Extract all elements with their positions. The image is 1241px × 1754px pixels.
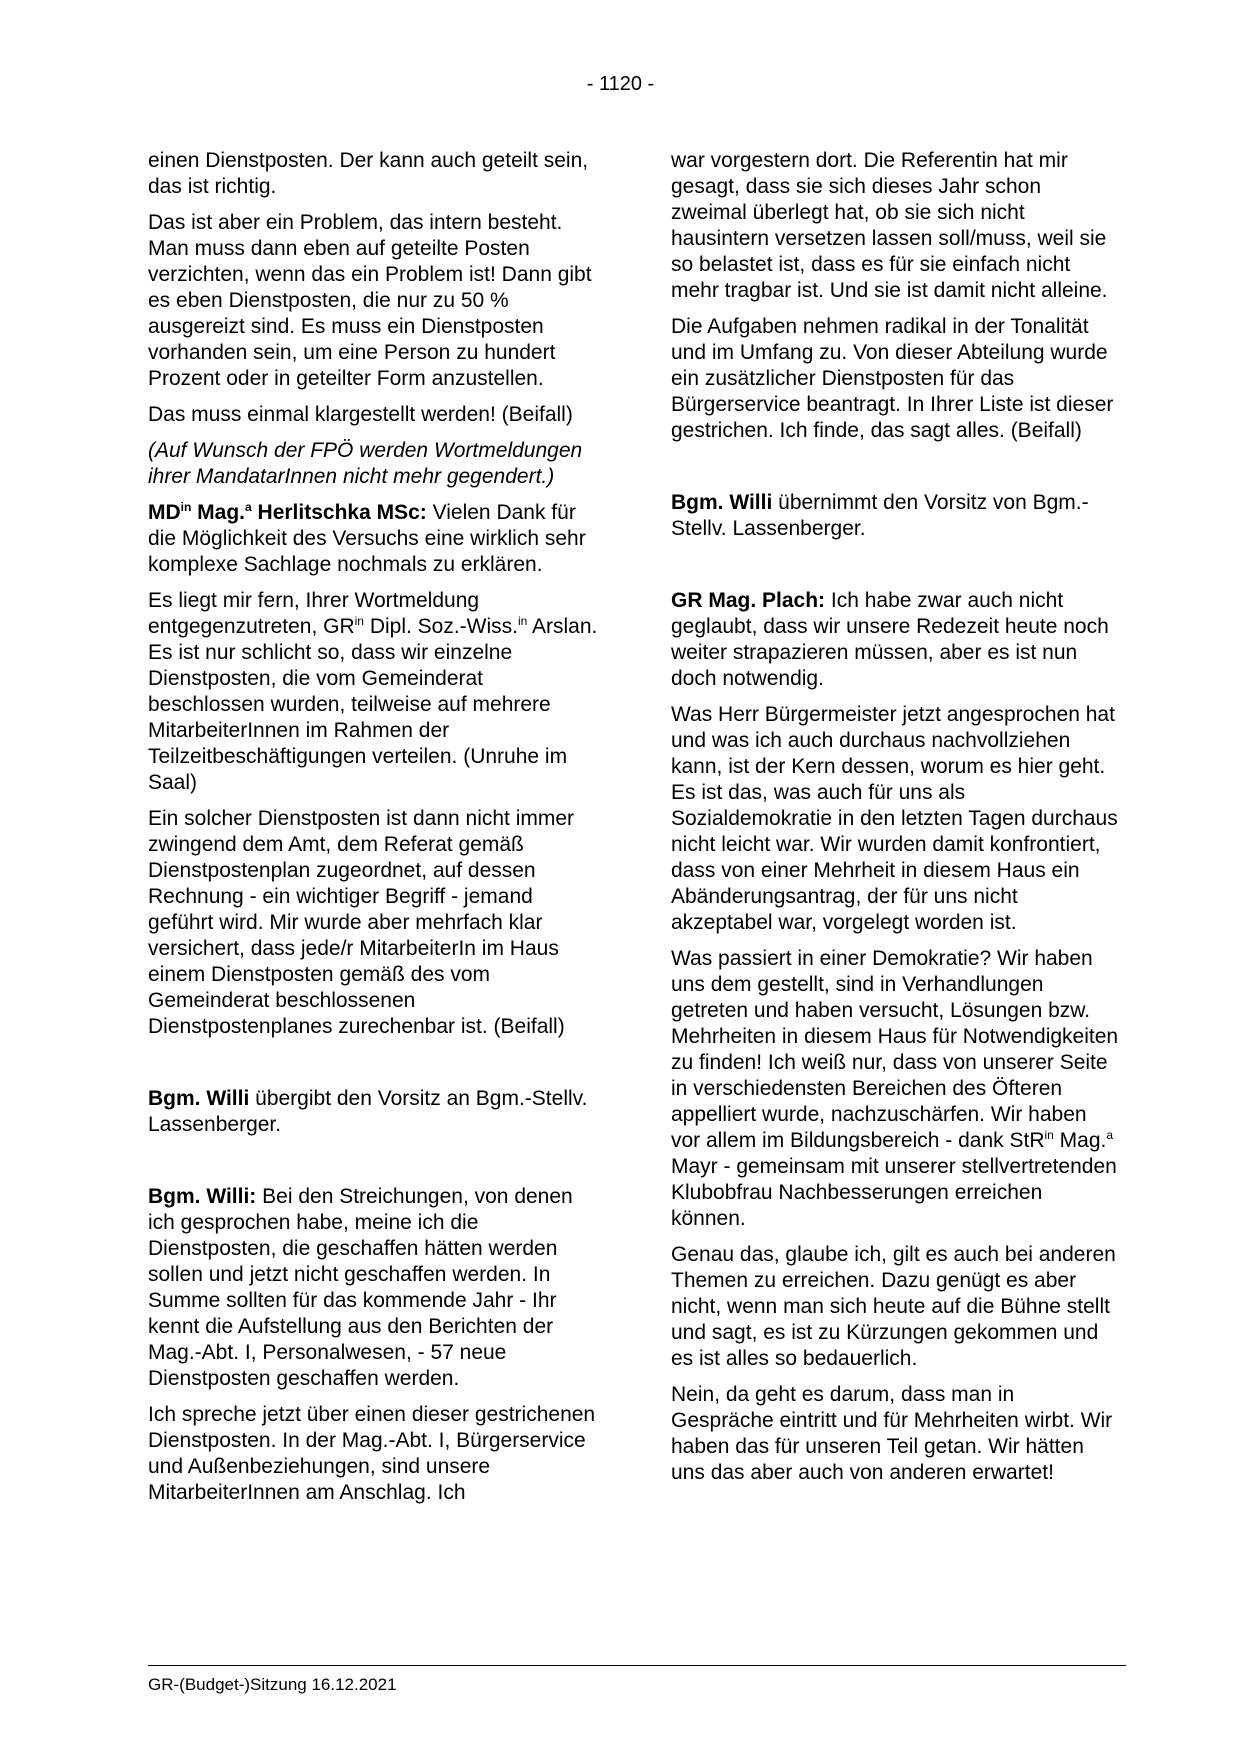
speaker-name: Bgm. Willi	[148, 1087, 250, 1110]
paragraph: Ein solcher Dienstposten ist dann nicht immer zwingend dem Amt, dem Referat gemäß Dienstpostenplan zugeordnet, auf dessen Rechnung - ein wichtiger Begriff - jemand geführt wird. Mir wurde aber mehrfach klar versichert, dass jede/r MitarbeiterIn im Haus einem Dienstposten gemäß des vom Gemeinderat beschlossenen Dienstpostenplanes zurechenbar ist. (Beifall)	[148, 807, 575, 1038]
speaker-name: Bgm. Willi	[671, 491, 773, 514]
footer-divider	[148, 1665, 1126, 1666]
speaker-name: $MD^{in}$ Mag.$^a$ Herlitschka MSc:	[148, 500, 427, 524]
paragraph: war vorgestern dort. Die Referentin hat mir gesagt, dass sie sich dieses Jahr schon zweimal überlegt hat, ob sie sich nicht hausintern versetzen lassen soll/muss, weil sie so belastet ist, dass es für sie einfach nicht mehr tragbar ist. Und sie ist damit nicht alleine.	[671, 149, 1108, 302]
speech-text: Vielen Dank für die Möglichkeit des Versuchs eine wirklich sehr komplexe Sachlage nochmals zu erklären.	[148, 501, 586, 576]
paragraph: Es liegt mir fern, Ihrer Wortmeldung entgegenzutreten, $GR^{in}$ Dipl. Soz.-Wiss.$^{in}$ Arslan. Es ist nur schlicht so, dass wir einzelne Dienstposten, die vom Gemeinderat beschlossen wurden, teilweise auf mehrere MitarbeiterInnen im Rahmen der Teilzeitbeschäftigungen verteilen. (Unruhe im Saal)	[148, 589, 598, 794]
editorial-note-text: (Auf Wunsch der FPÖ werden Wortmeldungen ihrer MandatarInnen nicht mehr gegendert.)	[148, 439, 583, 488]
footer-session-label: GR-(Budget-)Sitzung 16.12.2021	[148, 1675, 397, 1694]
chair-change-note: Bgm. Willi übergibt den Vorsitz an Bgm.-Stellv. Lassenberger.	[148, 1087, 588, 1136]
speech-text: Ich habe zwar auch nicht geglaubt, dass wir unsere Redezeit heute noch weiter strapazieren müssen, aber es ist nun doch notwendig.	[671, 589, 1109, 690]
paragraph: Genau das, glaube ich, gilt es auch bei anderen Themen zu erreichen. Dazu genügt es aber nicht, wenn man sich heute auf die Bühne stellt und sagt, es ist zu Kürzungen gekommen und es ist alles so bedauerlich.	[671, 1243, 1116, 1370]
speech-paragraph	[671, 588, 1121, 692]
editorial-note	[148, 438, 598, 490]
paragraph: Das ist aber ein Problem, das intern besteht. Man muss dann eben auf geteilte Posten verzichten, wenn das ein Problem ist! Dann gibt es eben Dienstposten, die nur zu 50 % ausgereizt sind. Es muss ein Dienstposten vorhanden sein, um eine Person zu hundert Prozent oder in geteilter Form anzustellen.	[148, 211, 592, 390]
speaker-name: GR Mag. Plach:	[671, 589, 826, 612]
speaker-name: Bgm. Willi:	[148, 1185, 257, 1208]
speech-paragraph	[148, 500, 598, 578]
chair-change-note: Bgm. Willi übernimmt den Vorsitz von Bgm.-Stellv. Lassenberger.	[671, 491, 1089, 540]
speech-text: Bei den Streichungen, von denen ich gesprochen habe, meine ich die Dienstposten, die geschaffen hätten werden sollen und jetzt nicht geschaffen werden. In Summe sollten für das kommende Jahr - Ihr kennt die Aufstellung aus den Berichten der Mag.-Abt. I, Personalwesen, - 57 neue Dienstposten geschaffen werden.	[148, 1185, 573, 1390]
left-column	[148, 148, 598, 1516]
paragraph: Was Herr Bürgermeister jetzt angesprochen hat und was ich auch durchaus nachvollziehen kann, ist der Kern dessen, worum es hier geht. Es ist das, was auch für uns als Sozialdemokratie in den letzten Tagen durchaus nicht leicht war. Wir wurden damit konfrontiert, dass von einer Mehrheit in diesem Haus ein Abänderungsantrag, der für uns nicht akzeptabel war, vorgelegt worden ist.	[671, 703, 1118, 934]
paragraph: Was passiert in einer Demokratie? Wir haben uns dem gestellt, sind in Verhandlungen getreten und haben versucht, Lösungen bzw. Mehrheiten in diesem Haus für Notwendigkeiten zu finden! Ich weiß nur, dass von unserer Seite in verschiedensten Bereichen des Öfteren appelliert wurde, nachzuschärfen. Wir haben vor allem im Bildungsbereich - dank StR$^{in}$ Mag.$^a$ Mayr - gemeinsam mit unserer stellvertretenden Klubobfrau Nachbesserungen erreichen können.	[671, 947, 1119, 1230]
paragraph: einen Dienstposten. Der kann auch geteilt sein, das ist richtig.	[148, 149, 589, 198]
paragraph: Die Aufgaben nehmen radikal in der Tonalität und im Umfang zu. Von dieser Abteilung wurde ein zusätzlicher Dienstposten für das Bürgerservice beantragt. In Ihrer Liste ist dieser gestrichen. Ich finde, das sagt alles. (Beifall)	[671, 315, 1114, 442]
page-number: - 1120 -	[586, 73, 655, 95]
paragraph: Das muss einmal klargestellt werden! (Beifall)	[148, 403, 573, 426]
speech-paragraph	[148, 1184, 598, 1392]
paragraph: Ich spreche jetzt über einen dieser gestrichenen Dienstposten. In der Mag.-Abt. I, Bürgerservice und Außenbeziehungen, sind unsere MitarbeiterInnen am Anschlag. Ich	[148, 1403, 596, 1504]
right-column	[671, 148, 1121, 1496]
paragraph: Nein, da geht es darum, dass man in Gespräche eintritt und für Mehrheiten wirbt. Wir haben das für unseren Teil getan. Wir hätten uns das aber auch von anderen erwartet!	[671, 1383, 1113, 1484]
